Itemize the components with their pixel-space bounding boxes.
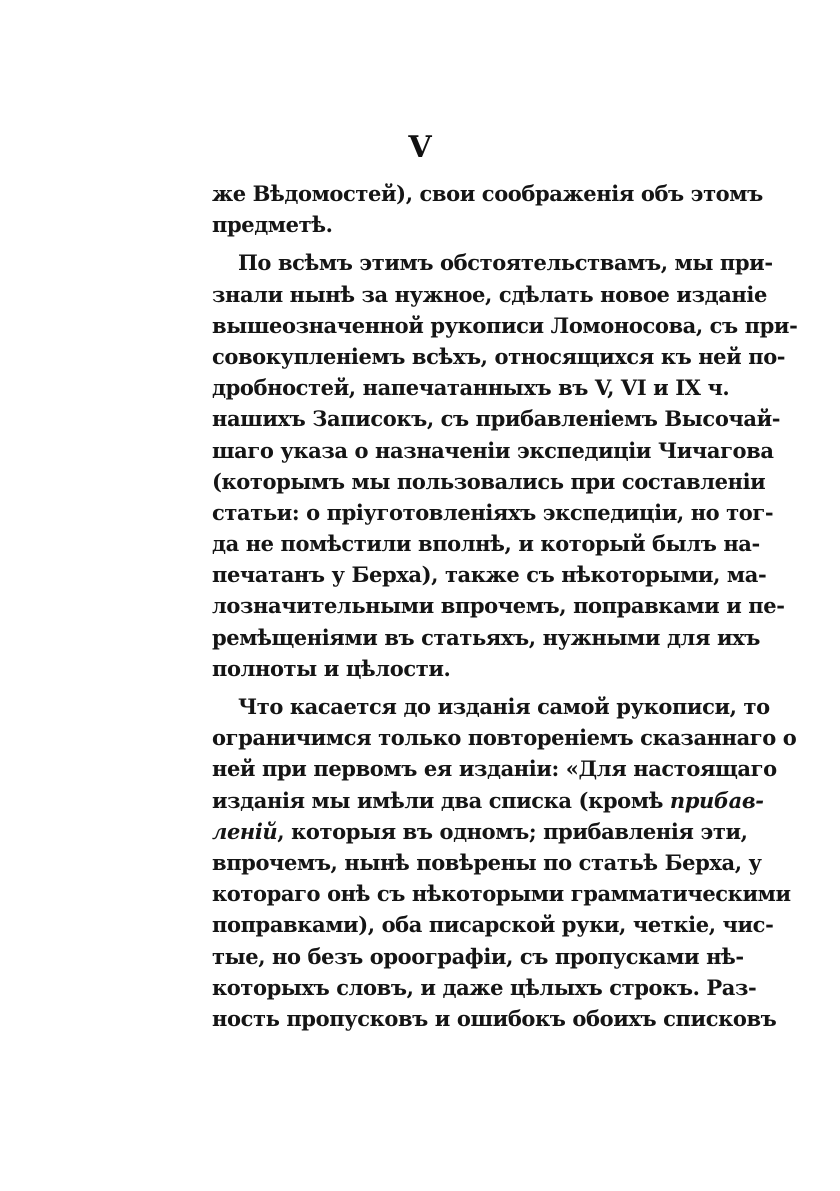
text-line: ремѣщеніями въ статьяхъ, нужными для ихъ: [212, 624, 760, 650]
text-line: шаго указа о назначеніи экспедиціи Чичагова: [212, 437, 774, 463]
page-number: V: [408, 130, 432, 165]
text-line: котораго онѣ съ нѣкоторыми грамматическими: [212, 881, 791, 907]
italic-segment: леній: [212, 818, 278, 844]
text-line: знали нынѣ за нужное, сдѣлать новое изданіе: [212, 281, 767, 307]
text-line: дробностей, напечатанныхъ въ V, VI и IX ч.: [212, 375, 730, 401]
text-line: полноты и цѣлости.: [212, 655, 451, 681]
text-line: Что касается до изданія самой рукописи, то: [238, 694, 770, 719]
text-line: которыхъ словъ, и даже цѣлыхъ строкъ. Раз-: [212, 974, 757, 1000]
text-line: печатанъ у Берха), также съ нѣкоторыми, ма-: [212, 562, 767, 588]
text-line: тые, но безъ ороографіи, съ пропусками нѣ-: [212, 943, 744, 969]
text-line: лозначительными впрочемъ, поправками и пе-: [212, 593, 785, 619]
text-line: ней при первомъ ея изданіи: «Для настоящаго: [212, 756, 777, 782]
text-segment: , которыя въ одномъ; прибавленія эти,: [277, 818, 748, 844]
text-line: [212, 816, 748, 847]
italic-segment: прибав-: [669, 787, 764, 813]
text-line: поправками), оба писарской руки, четкіе, чис-: [212, 912, 774, 938]
text-line: вышеозначенной рукописи Ломоносова, съ при-: [212, 312, 798, 338]
text-line: впрочемъ, нынѣ повѣрены по статьѣ Берха, у: [212, 849, 762, 875]
text-line: ность пропусковъ и ошибокъ обоихъ списковъ: [212, 1005, 777, 1031]
text-line: предметѣ.: [212, 212, 333, 238]
text-line: да не помѣстили вполнѣ, и который былъ на-: [212, 531, 760, 557]
text-line: По всѣмъ этимъ обстоятельствамъ, мы при-: [238, 250, 773, 276]
text-line: же Вѣдомостей), свои соображенія объ этомъ: [212, 181, 763, 206]
text-line: ограничимся только повтореніемъ сказаннаго о: [212, 725, 797, 751]
body-text: [212, 178, 798, 1034]
text-line: совокупленіемъ всѣхъ, относящихся къ ней по-: [212, 343, 786, 369]
text-line: нашихъ Записокъ, съ прибавленіемъ Высочай-: [212, 406, 781, 432]
text-line: статьи: о пріуготовленіяхъ экспедиціи, но тог-: [212, 499, 774, 525]
text-line: [212, 785, 764, 816]
text-line: (которымъ мы пользовались при составленіи: [212, 468, 766, 494]
text-segment: изданія мы имѣли два списка (кромѣ: [212, 787, 663, 813]
